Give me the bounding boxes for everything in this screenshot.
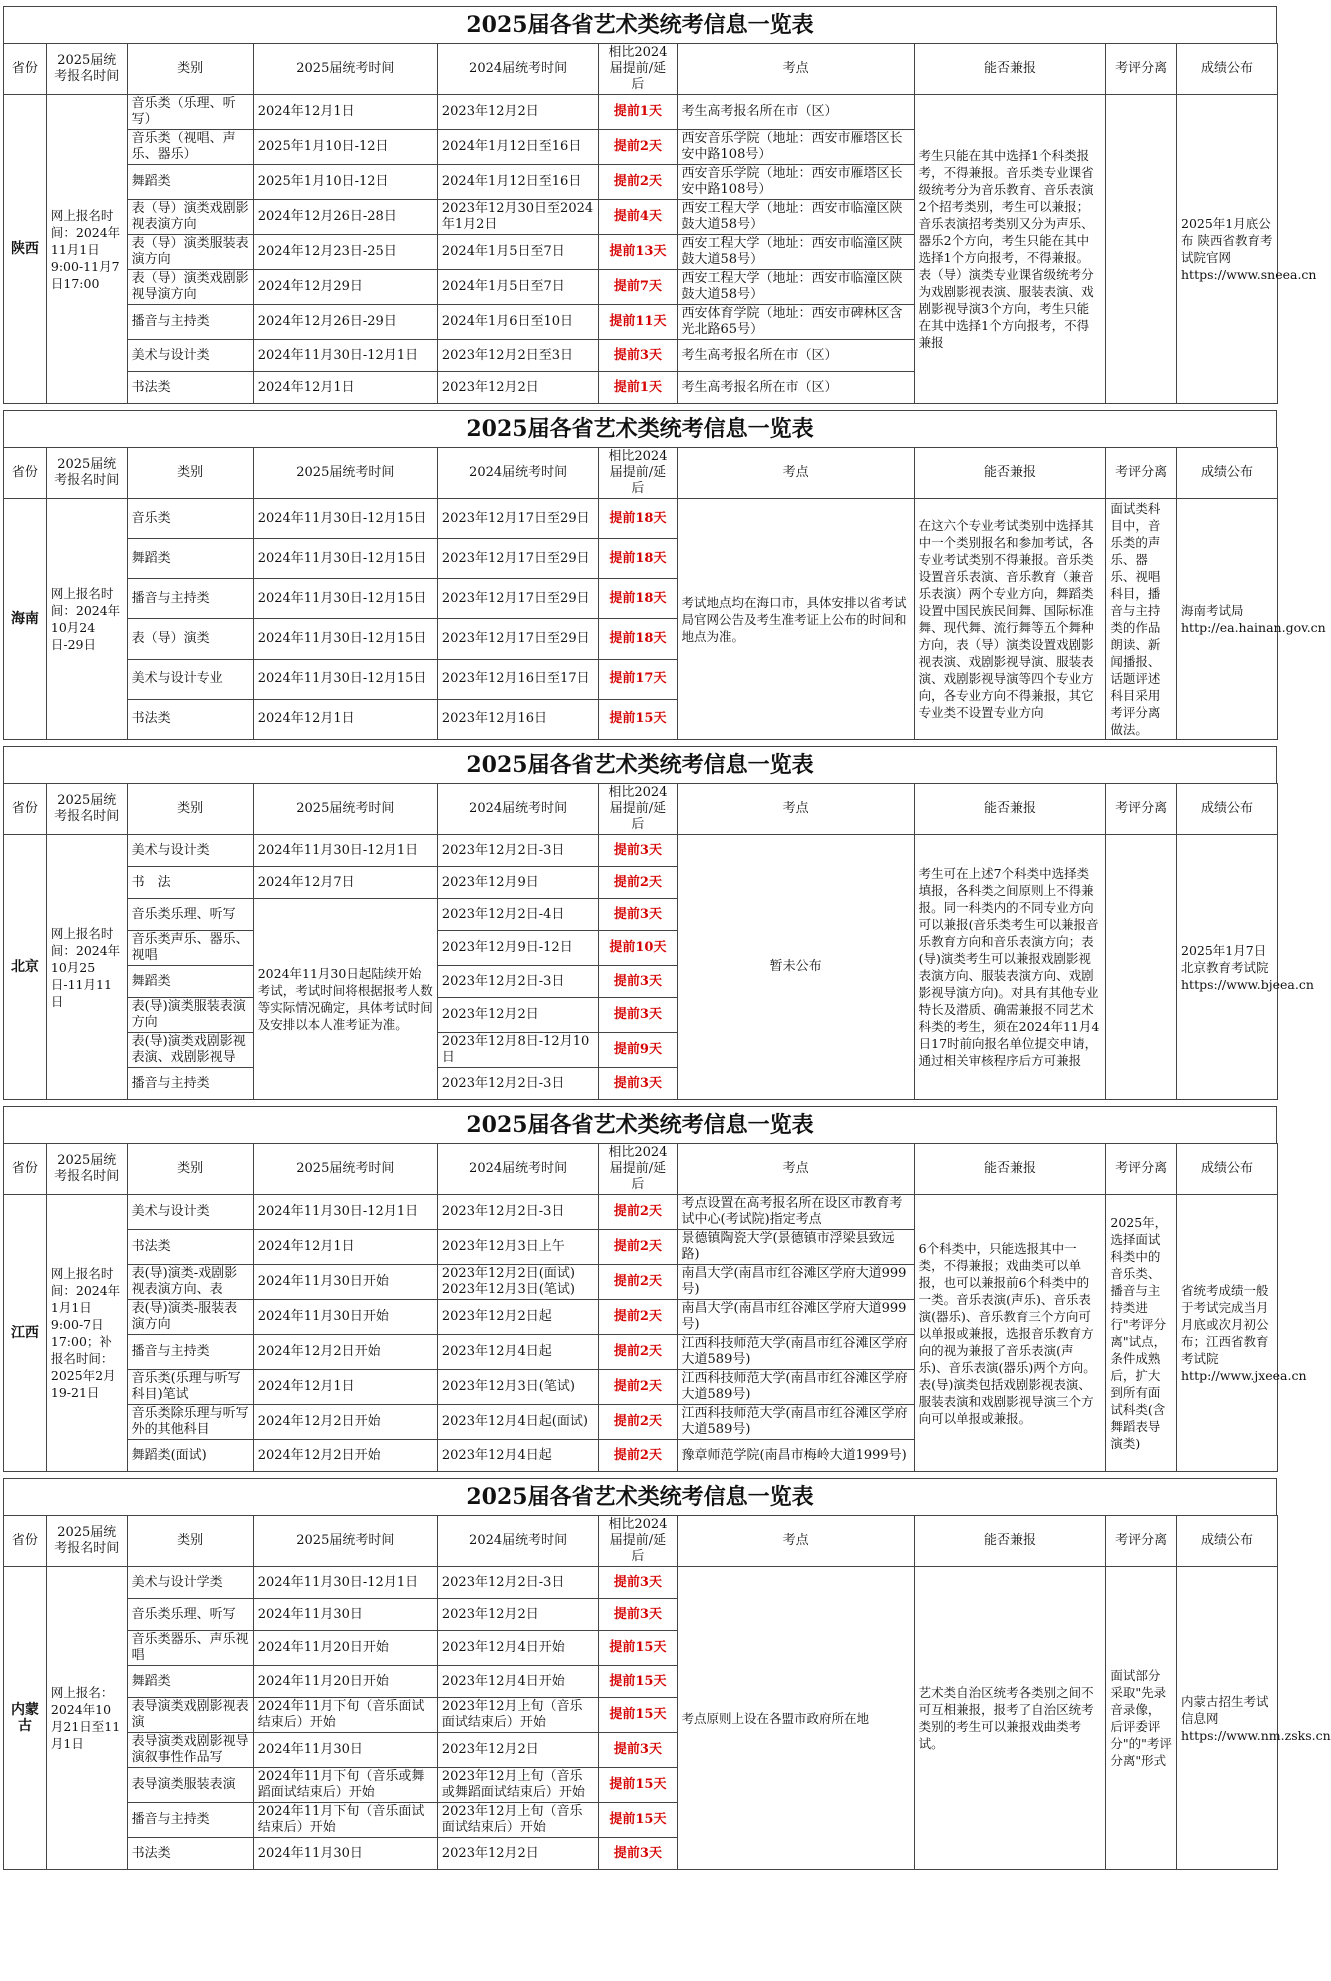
column-header: 省份 [4, 44, 47, 95]
evaluation-separation: 面试类科目中，音乐类的声乐、器乐、视唱科目，播音与主持类的作品朗读、新闻播报、话题评述科目采用考评分离做法。 [1106, 499, 1177, 740]
advance-days: 提前18天 [599, 499, 677, 539]
exam-time-2025: 2024年11月20日开始 [253, 1666, 437, 1698]
category: 美术与设计类 [127, 835, 253, 867]
exam-time-2024: 2023年12月4日起 [437, 1440, 598, 1472]
info-table [3, 1515, 1331, 1870]
exam-time-2024: 2023年12月3日上午 [437, 1230, 598, 1265]
column-header: 能否兼报 [914, 784, 1106, 835]
exam-time-2024: 2023年12月4日起 [437, 1335, 598, 1370]
advance-days: 提前1天 [599, 95, 677, 130]
exam-time-2024: 2023年12月9日-12日 [437, 931, 598, 966]
category: 舞蹈类(面试) [127, 1440, 253, 1472]
info-table [3, 43, 1317, 404]
column-header: 考评分离 [1106, 44, 1177, 95]
score-release: 海南考试局 http://ea.hainan.gov.cn [1177, 499, 1278, 740]
category: 音乐类(乐理与听写科目)笔试 [127, 1370, 253, 1405]
exam-site: 景德镇陶瓷大学(景德镇市浮梁县致远路) [677, 1230, 914, 1265]
category: 书法类 [127, 372, 253, 404]
table-row [4, 95, 1278, 130]
exam-site: 考生高考报名所在市（区） [677, 95, 914, 130]
evaluation-separation [1106, 95, 1177, 404]
column-header: 类别 [127, 44, 253, 95]
exam-time-2025: 2024年12月26日-28日 [253, 200, 437, 235]
advance-days: 提前18天 [599, 539, 677, 579]
advance-days: 提前15天 [599, 1631, 677, 1666]
category: 表(导)演类-服装表演方向 [127, 1300, 253, 1335]
exam-time-2024: 2023年12月上旬（音乐面试结束后）开始 [437, 1803, 598, 1838]
exam-time-2024: 2023年12月4日开始 [437, 1666, 598, 1698]
header-row [4, 1144, 1278, 1195]
exam-time-2024: 2023年12月4日起(面试) [437, 1405, 598, 1440]
exam-site: 江西科技师范大学(南昌市红谷滩区学府大道589号) [677, 1405, 914, 1440]
column-header: 2025届统考报名时间 [46, 1144, 127, 1195]
exam-time-2024: 2024年1月12日至16日 [437, 165, 598, 200]
exam-time-2024: 2023年12月16日 [437, 699, 598, 739]
category: 表（导）演类戏剧影视表演方向 [127, 200, 253, 235]
advance-days: 提前18天 [599, 579, 677, 619]
score-release: 2025年1月7日 北京教育考试院 https://www.bjeea.cn [1177, 835, 1278, 1100]
column-header: 相比2024届提前/延后 [599, 1516, 677, 1567]
province-name: 陕西 [4, 95, 47, 404]
exam-time-2025: 2024年12月1日 [253, 95, 437, 130]
exam-site: 西安音乐学院（地址：西安市雁塔区长安中路108号） [677, 165, 914, 200]
exam-site: 考生高考报名所在市（区） [677, 372, 914, 404]
evaluation-separation: 2025年，选择面试科类中的音乐类、播音与主持类进行"考评分离"试点，条件成熟后，扩大到所有面试科类(含舞蹈表导演类) [1106, 1195, 1177, 1472]
exam-site: 西安工程大学（地址：西安市临潼区陕鼓大道58号） [677, 200, 914, 235]
category: 音乐类（视唱、声乐、器乐） [127, 130, 253, 165]
section-title: 2025届各省艺术类统考信息一览表 [3, 1478, 1277, 1515]
column-header: 能否兼报 [914, 1144, 1106, 1195]
exam-time-2024: 2023年12月2日(面试) 2023年12月3日(笔试) [437, 1265, 598, 1300]
score-release: 2025年1月底公布 陕西省教育考试院官网 https://www.sneea.cn [1177, 95, 1278, 404]
advance-days: 提前2天 [599, 165, 677, 200]
category: 音乐类（乐理、听写） [127, 95, 253, 130]
category: 舞蹈类 [127, 165, 253, 200]
column-header: 2025届统考报名时间 [46, 44, 127, 95]
exam-time-2025: 2024年11月30日-12月1日 [253, 1567, 437, 1599]
column-header: 类别 [127, 784, 253, 835]
advance-days: 提前2天 [599, 1195, 677, 1230]
section-title: 2025届各省艺术类统考信息一览表 [3, 1106, 1277, 1143]
exam-time-2024: 2023年12月2日 [437, 95, 598, 130]
registration-time: 网上报名：2024年10月21日至11月1日 [46, 1567, 127, 1870]
exam-time-2025: 2024年12月2日开始 [253, 1335, 437, 1370]
category: 表(导)演类服装表演方向 [127, 998, 253, 1033]
advance-days: 提前3天 [599, 899, 677, 931]
exam-site: 考试地点均在海口市，具体安排以省考试局官网公告及考生准考证上公布的时间和地点为准。 [677, 499, 914, 740]
category: 播音与主持类 [127, 1335, 253, 1370]
column-header: 2025届统考时间 [253, 1144, 437, 1195]
exam-time-2025: 2024年11月下旬（音乐面试结束后）开始 [253, 1698, 437, 1733]
advance-days: 提前13天 [599, 235, 677, 270]
province-name: 江西 [4, 1195, 47, 1472]
exam-time-2024: 2023年12月2日起 [437, 1300, 598, 1335]
exam-time-2024: 2023年12月17日至29日 [437, 579, 598, 619]
can-combine: 考生只能在其中选择1个科类报考，不得兼报。音乐类专业课省级统考分为音乐教育、音乐表演2个招考类别，考生可以兼报；音乐表演招考类别又分为声乐、器乐2个方向，考生只能在其中选择1个方向报考，不得兼报。表（导）演类专业课省级统考分为戏剧影视表演、服装表演、戏剧影视导演3个方向，考生只能在其中选择1个方向报考，不得兼报 [914, 95, 1106, 404]
column-header: 能否兼报 [914, 44, 1106, 95]
advance-days: 提前2天 [599, 1370, 677, 1405]
category: 舞蹈类 [127, 966, 253, 998]
exam-time-2025: 2024年11月下旬（音乐或舞蹈面试结束后）开始 [253, 1768, 437, 1803]
advance-days: 提前2天 [599, 1265, 677, 1300]
advance-days: 提前9天 [599, 1033, 677, 1068]
exam-time-2025: 2024年12月26日-29日 [253, 305, 437, 340]
advance-days: 提前2天 [599, 130, 677, 165]
category: 书法类 [127, 1838, 253, 1870]
exam-time-2024: 2024年1月5日至7日 [437, 270, 598, 305]
exam-time-2025: 2024年11月20日开始 [253, 1631, 437, 1666]
exam-time-2024: 2024年1月5日至7日 [437, 235, 598, 270]
exam-site: 西安工程大学（地址：西安市临潼区陕鼓大道58号） [677, 270, 914, 305]
exam-time-2025: 2024年11月30日-12月15日 [253, 579, 437, 619]
category: 表(导)演类-戏剧影视表演方向、表 [127, 1265, 253, 1300]
exam-time-2024: 2024年1月6日至10日 [437, 305, 598, 340]
category: 表导演类戏剧影视导演叙事性作品写 [127, 1733, 253, 1768]
advance-days: 提前2天 [599, 1335, 677, 1370]
section-title: 2025届各省艺术类统考信息一览表 [3, 746, 1277, 783]
exam-time-2024: 2023年12月2日-3日 [437, 1068, 598, 1100]
exam-time-2024: 2023年12月2日 [437, 1733, 598, 1768]
province-section [3, 1478, 1331, 1870]
column-header: 相比2024届提前/延后 [599, 448, 677, 499]
province-section [3, 410, 1326, 740]
category: 表导演类服装表演 [127, 1768, 253, 1803]
column-header: 2024届统考时间 [437, 44, 598, 95]
exam-time-2025: 2024年12月1日 [253, 699, 437, 739]
advance-days: 提前15天 [599, 1768, 677, 1803]
exam-time-2024: 2023年12月2日 [437, 372, 598, 404]
category: 音乐类 [127, 499, 253, 539]
advance-days: 提前3天 [599, 835, 677, 867]
category: 书法类 [127, 1230, 253, 1265]
column-header: 2025届统考时间 [253, 1516, 437, 1567]
category: 音乐类声乐、器乐、视唱 [127, 931, 253, 966]
column-header: 省份 [4, 1144, 47, 1195]
advance-days: 提前18天 [599, 619, 677, 659]
exam-time-2024: 2023年12月上旬（音乐或舞蹈面试结束后）开始 [437, 1768, 598, 1803]
info-table [3, 447, 1326, 740]
column-header: 2024届统考时间 [437, 448, 598, 499]
exam-time-2025: 2024年12月23日-25日 [253, 235, 437, 270]
column-header: 类别 [127, 1516, 253, 1567]
exam-time-2024: 2023年12月上旬（音乐面试结束后）开始 [437, 1698, 598, 1733]
category: 播音与主持类 [127, 1803, 253, 1838]
advance-days: 提前2天 [599, 1300, 677, 1335]
exam-time-2024: 2023年12月2日-3日 [437, 1567, 598, 1599]
header-row [4, 1516, 1278, 1567]
advance-days: 提前3天 [599, 998, 677, 1033]
exam-time-2024: 2023年12月17日至29日 [437, 619, 598, 659]
column-header: 2024届统考时间 [437, 784, 598, 835]
advance-days: 提前2天 [599, 867, 677, 899]
column-header: 能否兼报 [914, 1516, 1106, 1567]
exam-time-2025: 2024年11月30日-12月1日 [253, 835, 437, 867]
advance-days: 提前3天 [599, 1838, 677, 1870]
document-root [0, 6, 1331, 1870]
exam-time-2024: 2023年12月16日至17日 [437, 659, 598, 699]
exam-time-2024: 2023年12月17日至29日 [437, 539, 598, 579]
exam-time-2025: 2024年11月30日起陆续开始考试，考试时间将根据报考人数等实际情况确定，具体考试时间及安排以本人准考证为准。 [253, 899, 437, 1100]
exam-time-2024: 2023年12月2日-3日 [437, 835, 598, 867]
category: 播音与主持类 [127, 1068, 253, 1100]
table-row [4, 499, 1278, 539]
advance-days: 提前10天 [599, 931, 677, 966]
exam-site: 考点设置在高考报名所在设区市教育考试中心(考试院)指定考点 [677, 1195, 914, 1230]
column-header: 2025届统考报名时间 [46, 1516, 127, 1567]
section-title: 2025届各省艺术类统考信息一览表 [3, 410, 1277, 447]
column-header: 考点 [677, 784, 914, 835]
column-header: 2025届统考时间 [253, 44, 437, 95]
column-header: 考评分离 [1106, 448, 1177, 499]
table-row [4, 835, 1278, 867]
column-header: 成绩公布 [1177, 1144, 1278, 1195]
exam-site: 西安工程大学（地址：西安市临潼区陕鼓大道58号） [677, 235, 914, 270]
category: 音乐类除乐理与听写外的其他科目 [127, 1405, 253, 1440]
column-header: 相比2024届提前/延后 [599, 784, 677, 835]
advance-days: 提前15天 [599, 1803, 677, 1838]
advance-days: 提前11天 [599, 305, 677, 340]
exam-time-2025: 2024年12月7日 [253, 867, 437, 899]
column-header: 类别 [127, 1144, 253, 1195]
advance-days: 提前17天 [599, 659, 677, 699]
advance-days: 提前15天 [599, 1698, 677, 1733]
column-header: 成绩公布 [1177, 784, 1278, 835]
exam-time-2025: 2024年11月30日-12月15日 [253, 539, 437, 579]
province-section [3, 6, 1317, 404]
table-row [4, 1195, 1278, 1230]
category: 表（导）演类服装表演方向 [127, 235, 253, 270]
column-header: 考点 [677, 448, 914, 499]
column-header: 考点 [677, 1516, 914, 1567]
registration-time: 网上报名时间：2024年11月1日9:00-11月7日17:00 [46, 95, 127, 404]
table-row [4, 1567, 1278, 1599]
registration-time: 网上报名时间：2024年1月1日9:00-7日17:00；补报名时间：2025年2月19-21日 [46, 1195, 127, 1472]
category: 音乐类乐理、听写 [127, 899, 253, 931]
column-header: 成绩公布 [1177, 448, 1278, 499]
score-release: 内蒙古招生考试信息网 https://www.nm.zsks.cn [1177, 1567, 1278, 1870]
category: 美术与设计专业 [127, 659, 253, 699]
exam-site: 考点原则上设在各盟市政府所在地 [677, 1567, 914, 1870]
exam-time-2025: 2024年11月30日-12月15日 [253, 659, 437, 699]
advance-days: 提前1天 [599, 372, 677, 404]
category: 表（导）演类戏剧影视导演方向 [127, 270, 253, 305]
category: 舞蹈类 [127, 539, 253, 579]
exam-time-2024: 2024年1月12日至16日 [437, 130, 598, 165]
province-section [3, 746, 1314, 1100]
info-table [3, 1143, 1307, 1472]
category: 播音与主持类 [127, 579, 253, 619]
exam-site: 考生高考报名所在市（区） [677, 340, 914, 372]
category: 播音与主持类 [127, 305, 253, 340]
category: 美术与设计学类 [127, 1567, 253, 1599]
can-combine: 考生可在上述7个科类中选择类填报，各科类之间原则上不得兼报。同一科类内的不同专业方向可以兼报(音乐类考生可以兼报音乐教育方向和音乐表演方向；表(导)演类考生可以兼报戏剧影视表演方向、服装表演方向、戏剧影视导演方向)。对具有其他专业特长及潜质、确需兼报不同艺术科类的考生，须在2024年11月4日17时前向报名单位提交申请，通过相关审核程序后方可兼报 [914, 835, 1106, 1100]
category: 表导演类戏剧影视表演 [127, 1698, 253, 1733]
column-header: 考评分离 [1106, 1144, 1177, 1195]
province-section [3, 1106, 1307, 1472]
exam-site: 江西科技师范大学(南昌市红谷滩区学府大道589号) [677, 1335, 914, 1370]
exam-site: 暂未公布 [677, 835, 914, 1100]
column-header: 2024届统考时间 [437, 1516, 598, 1567]
exam-time-2024: 2023年12月2日-3日 [437, 966, 598, 998]
exam-time-2025: 2024年11月30日-12月15日 [253, 619, 437, 659]
column-header: 2024届统考时间 [437, 1144, 598, 1195]
exam-time-2024: 2023年12月2日 [437, 1838, 598, 1870]
exam-time-2025: 2024年11月下旬（音乐面试结束后）开始 [253, 1803, 437, 1838]
province-name: 内蒙古 [4, 1567, 47, 1870]
column-header: 能否兼报 [914, 448, 1106, 499]
column-header: 2025届统考报名时间 [46, 448, 127, 499]
registration-time: 网上报名时间：2024年10月24日-29日 [46, 499, 127, 740]
exam-time-2024: 2023年12月2日至3日 [437, 340, 598, 372]
province-name: 北京 [4, 835, 47, 1100]
column-header: 考点 [677, 44, 914, 95]
exam-time-2025: 2024年11月30日 [253, 1733, 437, 1768]
exam-time-2024: 2023年12月2日 [437, 1599, 598, 1631]
column-header: 成绩公布 [1177, 44, 1278, 95]
column-header: 2025届统考报名时间 [46, 784, 127, 835]
info-table [3, 783, 1314, 1100]
section-title: 2025届各省艺术类统考信息一览表 [3, 6, 1277, 43]
exam-time-2025: 2024年11月30日开始 [253, 1300, 437, 1335]
column-header: 相比2024届提前/延后 [599, 44, 677, 95]
exam-site: 西安音乐学院（地址：西安市雁塔区长安中路108号） [677, 130, 914, 165]
can-combine: 6个科类中，只能选报其中一类，不得兼报；戏曲类可以单报，也可以兼报前6个科类中的一类。音乐表演(声乐)、音乐表演(器乐)、音乐教育三个方向可以单报或兼报，选报音乐教育方向的视为兼报了音乐表演(声乐)、音乐表演(器乐)两个方向。表(导)演类包括戏剧影视表演、服装表演和戏剧影视导演三个方向可以单报或兼报。 [914, 1195, 1106, 1472]
exam-time-2025: 2024年11月30日-12月1日 [253, 340, 437, 372]
exam-site: 江西科技师范大学(南昌市红谷滩区学府大道589号) [677, 1370, 914, 1405]
exam-time-2025: 2024年11月30日-12月1日 [253, 1195, 437, 1230]
advance-days: 提前3天 [599, 340, 677, 372]
exam-time-2025: 2024年11月30日 [253, 1838, 437, 1870]
exam-time-2024: 2023年12月9日 [437, 867, 598, 899]
column-header: 考评分离 [1106, 1516, 1177, 1567]
exam-site: 南昌大学(南昌市红谷滩区学府大道999号) [677, 1265, 914, 1300]
score-release: 省统考成绩一般于考试完成当月月底或次月初公布；江西省教育考试院 http://www.jxeea.cn [1177, 1195, 1278, 1472]
category: 舞蹈类 [127, 1666, 253, 1698]
advance-days: 提前15天 [599, 1666, 677, 1698]
advance-days: 提前3天 [599, 1733, 677, 1768]
column-header: 省份 [4, 448, 47, 499]
advance-days: 提前7天 [599, 270, 677, 305]
exam-time-2025: 2024年12月2日开始 [253, 1440, 437, 1472]
exam-time-2025: 2024年12月2日开始 [253, 1405, 437, 1440]
exam-time-2024: 2023年12月8日-12月10日 [437, 1033, 598, 1068]
advance-days: 提前15天 [599, 699, 677, 739]
exam-time-2025: 2024年12月1日 [253, 1230, 437, 1265]
header-row [4, 784, 1278, 835]
column-header: 考点 [677, 1144, 914, 1195]
exam-site: 南昌大学(南昌市红谷滩区学府大道999号) [677, 1300, 914, 1335]
category: 音乐类器乐、声乐视唱 [127, 1631, 253, 1666]
category: 美术与设计类 [127, 1195, 253, 1230]
column-header: 省份 [4, 1516, 47, 1567]
advance-days: 提前3天 [599, 1068, 677, 1100]
exam-time-2025: 2024年12月1日 [253, 1370, 437, 1405]
header-row [4, 448, 1278, 499]
category: 美术与设计类 [127, 340, 253, 372]
column-header: 相比2024届提前/延后 [599, 1144, 677, 1195]
evaluation-separation [1106, 835, 1177, 1100]
exam-time-2025: 2024年12月29日 [253, 270, 437, 305]
can-combine: 艺术类自治区统考各类别之间不可互相兼报，报考了自治区统考类别的考生可以兼报戏曲类考试。 [914, 1567, 1106, 1870]
advance-days: 提前2天 [599, 1405, 677, 1440]
exam-time-2024: 2023年12月3日(笔试) [437, 1370, 598, 1405]
exam-time-2025: 2024年11月30日-12月15日 [253, 499, 437, 539]
column-header: 2025届统考时间 [253, 784, 437, 835]
column-header: 类别 [127, 448, 253, 499]
exam-time-2024: 2023年12月30日至2024年1月2日 [437, 200, 598, 235]
exam-time-2024: 2023年12月17日至29日 [437, 499, 598, 539]
registration-time: 网上报名时间：2024年10月25日-11月11日 [46, 835, 127, 1100]
column-header: 成绩公布 [1177, 1516, 1278, 1567]
evaluation-separation: 面试部分采取"先录音录像，后评委评分"的"考评分离"形式 [1106, 1567, 1177, 1870]
category: 书法类 [127, 699, 253, 739]
category: 表（导）演类 [127, 619, 253, 659]
exam-time-2024: 2023年12月2日 [437, 998, 598, 1033]
advance-days: 提前4天 [599, 200, 677, 235]
exam-time-2025: 2025年1月10日-12日 [253, 130, 437, 165]
advance-days: 提前2天 [599, 1230, 677, 1265]
category: 音乐类乐理、听写 [127, 1599, 253, 1631]
column-header: 考评分离 [1106, 784, 1177, 835]
advance-days: 提前3天 [599, 1567, 677, 1599]
exam-site: 豫章师范学院(南昌市梅岭大道1999号) [677, 1440, 914, 1472]
exam-site: 西安体育学院（地址：西安市碑林区含光北路65号） [677, 305, 914, 340]
header-row [4, 44, 1278, 95]
exam-time-2024: 2023年12月2日-4日 [437, 899, 598, 931]
can-combine: 在这六个专业考试类别中选择其中一个类别报名和参加考试，各专业考试类别不得兼报。音乐类设置音乐表演、音乐教育（兼音乐表演）两个专业方向，舞蹈类设置中国民族民间舞、国际标准舞、现代舞、流行舞等五个舞种方向，表（导）演类设置戏剧影视表演、戏剧影视导演、服装表演、戏剧影视导演等四个专业方向，各专业方向不得兼报，其它专业类不设置专业方向 [914, 499, 1106, 740]
exam-time-2025: 2024年11月30日开始 [253, 1265, 437, 1300]
exam-time-2024: 2023年12月2日-3日 [437, 1195, 598, 1230]
advance-days: 提前2天 [599, 1440, 677, 1472]
column-header: 省份 [4, 784, 47, 835]
exam-time-2025: 2024年11月30日 [253, 1599, 437, 1631]
exam-time-2024: 2023年12月4日开始 [437, 1631, 598, 1666]
column-header: 2025届统考时间 [253, 448, 437, 499]
advance-days: 提前3天 [599, 966, 677, 998]
advance-days: 提前3天 [599, 1599, 677, 1631]
category: 书 法 [127, 867, 253, 899]
exam-time-2025: 2024年12月1日 [253, 372, 437, 404]
exam-time-2025: 2025年1月10日-12日 [253, 165, 437, 200]
province-name: 海南 [4, 499, 47, 740]
category: 表(导)演类戏剧影视表演、戏剧影视导 [127, 1033, 253, 1068]
